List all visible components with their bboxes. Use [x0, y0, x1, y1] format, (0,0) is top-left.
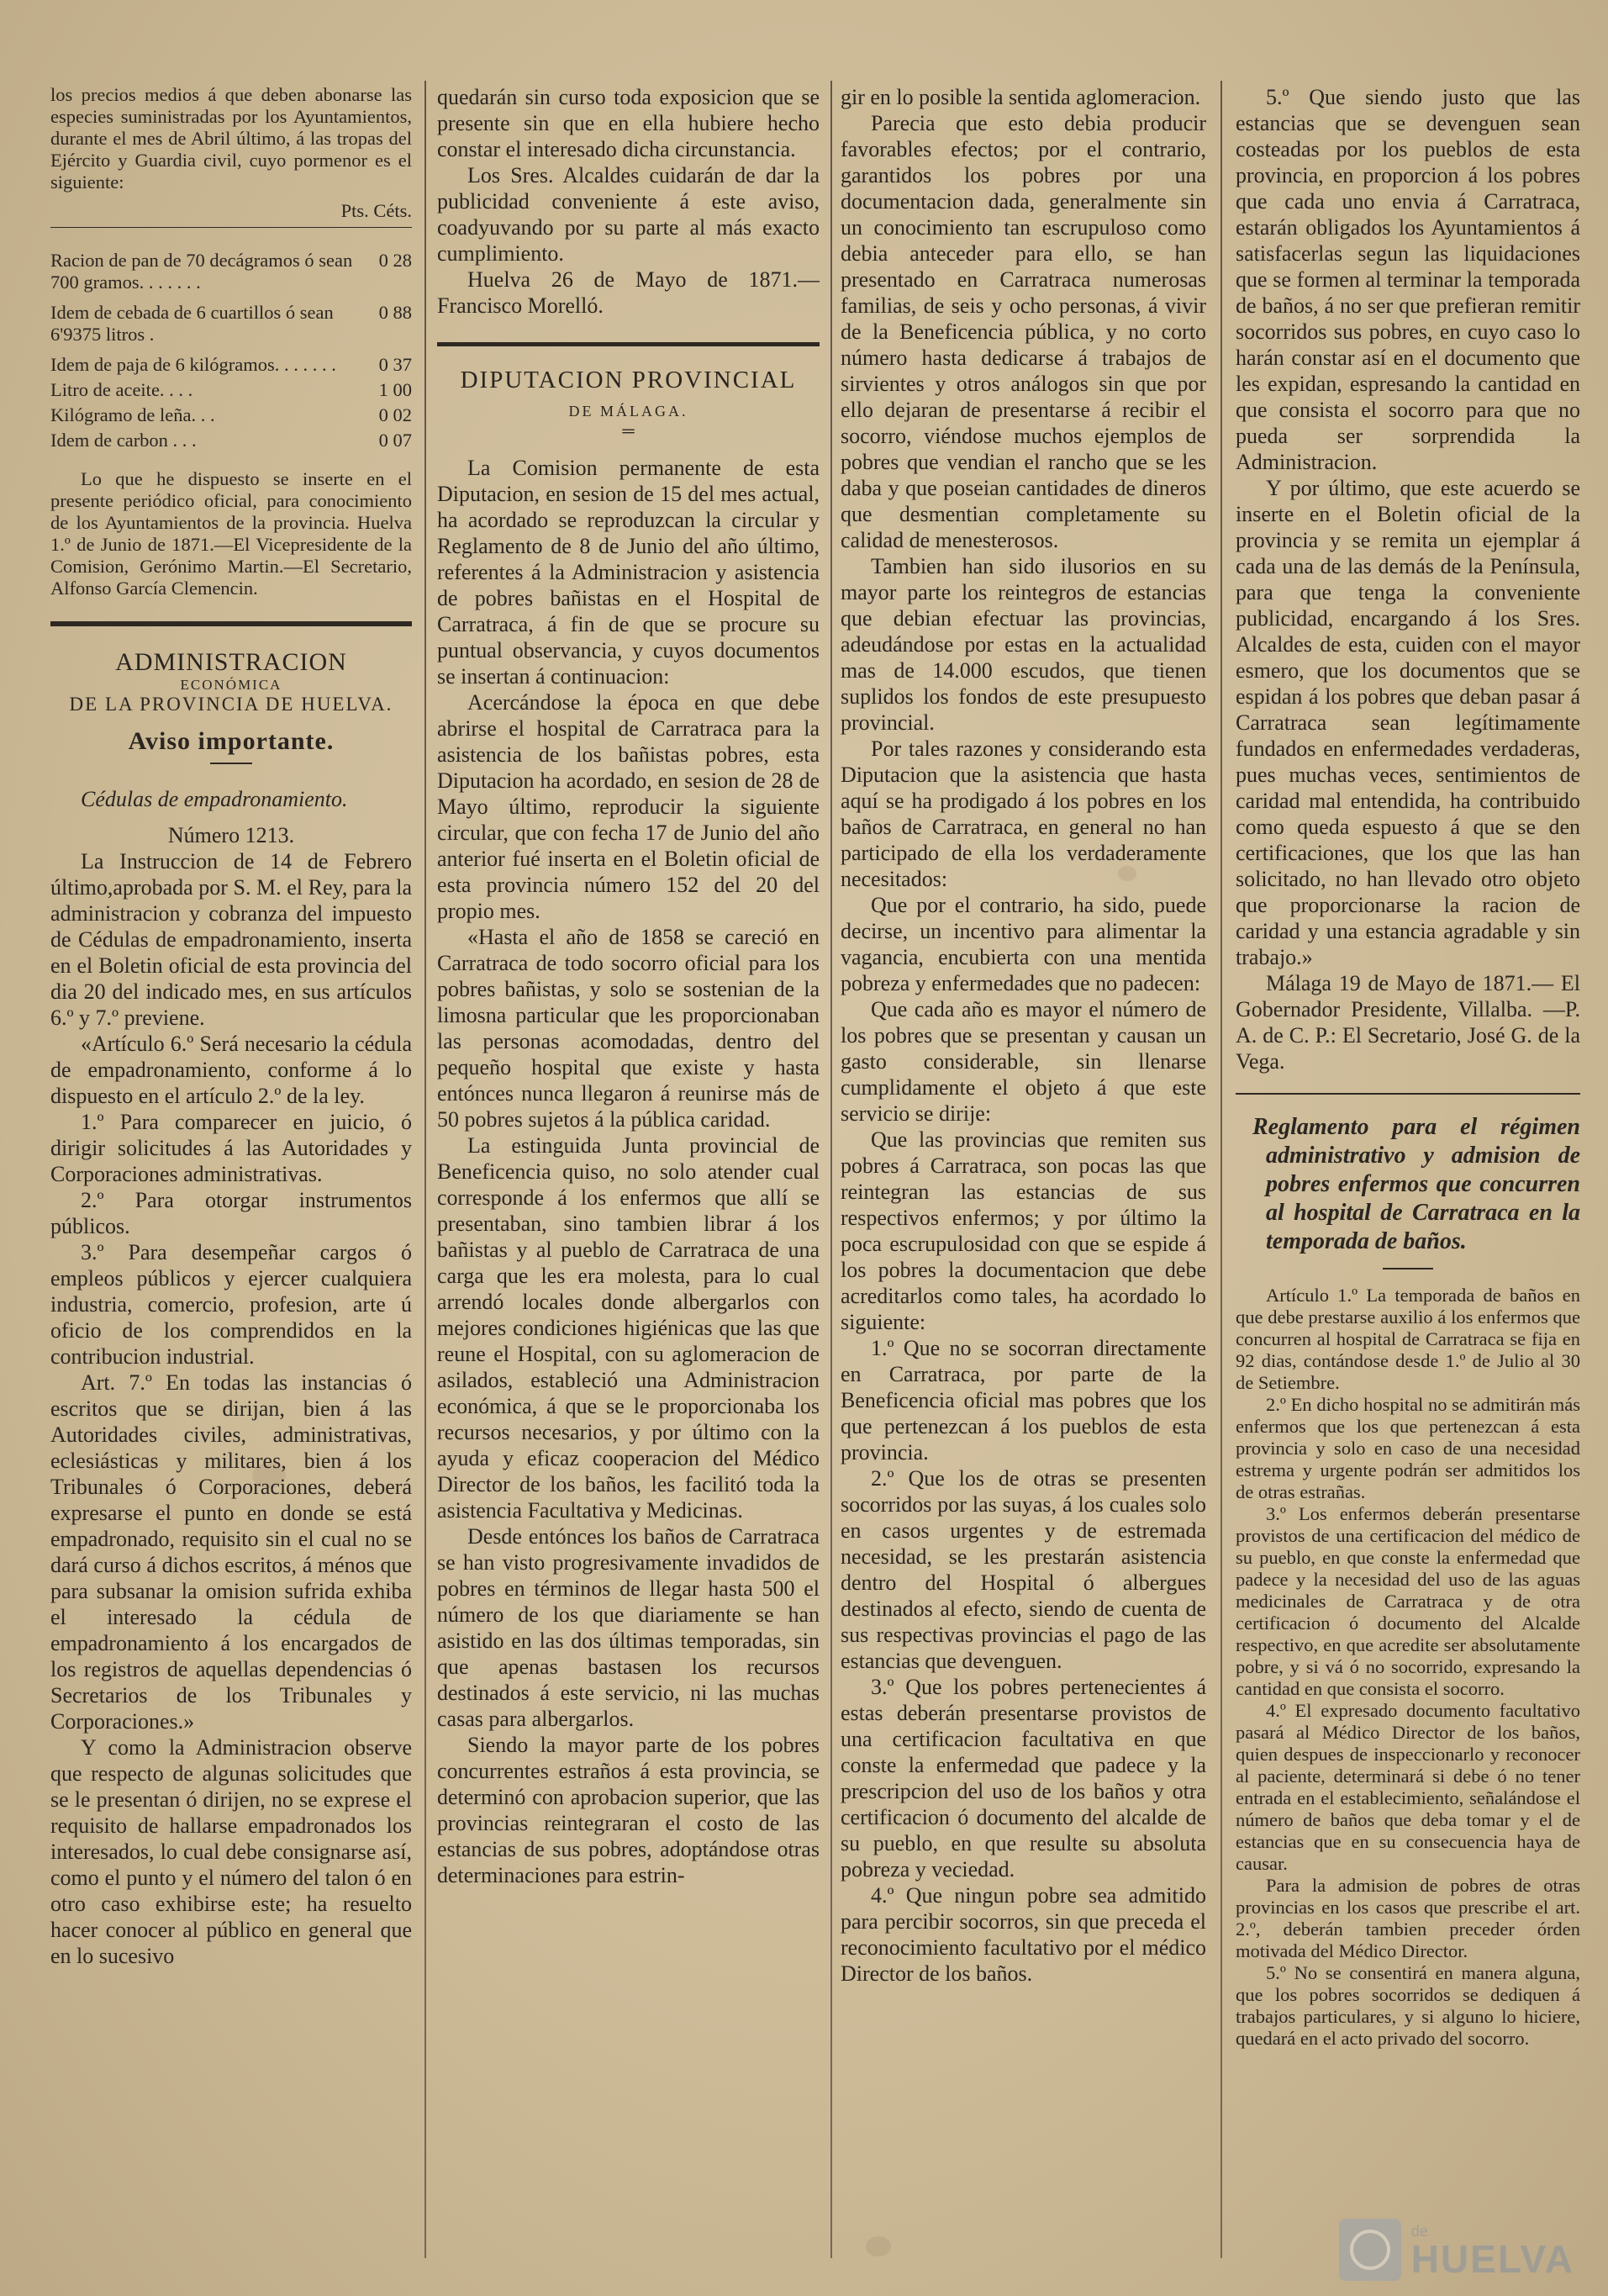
paragraph: La estinguida Junta provincial de Beneficencia quiso, no solo atender cual corresponde á los enfermos que allí se presentaban, sino tambien librar á los bañistas y al pueblo de Carratraca de una carga que les era molesta, para lo cual arrendó locales donde albergarlos con mejores condiciones higiénicas que las que reune el Hospital, con su aglomeracion de asilados, estableció una Administracion económica, á que se le proporcionaba los recursos necesarios, y por último con la ayuda y eficaz cooperacion del Médico Director de los baños, les facilitó toda la asistencia Facultativa y Medicinas.: [437, 1133, 820, 1523]
dash-rule: [1383, 1268, 1433, 1269]
admin-subtitle: ECONÓMICA: [180, 677, 282, 693]
admin-title: ADMINISTRACION: [115, 648, 347, 676]
watermark-line1: de: [1410, 2222, 1428, 2240]
price-table: [50, 250, 412, 451]
paragraph: Parecia que esto debia producir favorables efectos; por el contrario, garantidos los pobres por una documentacion dada, generalmente sin un conocimiento tan escrupuloso como debia anteceder para ello, se han presentado en Carratraca numerosas familias, de seis y ocho personas, á vivir de la Beneficencia pública, y no corto número hasta dedicarse á trabajos de sirvientes y otros análogos sin que por ello dejaran de presentarse á recibir el socorro, viéndose muchos ejemplos de pobres que vendian el rancho que se les daba y que poseian cantidades de dineros que desmentian completamente su calidad de menesterosos.: [841, 111, 1206, 552]
paragraph: 3.º Que los pobres pertenecientes á estas deberán presentarse provistos de una certificacion facultativa en que conste la enfermedad que padece y la prescripcion del uso de los baños y otra certificacion ó documento del alcalde de su pueblo, en que resulte su absoluta pobreza y veciedad.: [841, 1675, 1206, 1882]
price-value: 0 02: [378, 404, 412, 425]
article: 2.º En dicho hospital no se admitirán más enfermos que los que pertenezcan á esta provincia y solo en caso de una necesidad estrema y urgente podrán ser admitidos los de otras estrañas.: [1236, 1394, 1580, 1502]
signature: Huelva 26 de Mayo de 1871.— Francisco Morelló.: [437, 267, 820, 318]
paragraph: Por tales razones y considerando esta Diputacion que la asistencia que hasta aquí se ha prodigado á los pobres en los baños de Carratraca, en general no han participado de ella los verdaderamente necesitados:: [841, 736, 1206, 891]
numero-text: Número 1213.: [167, 823, 295, 847]
column-4: [1236, 84, 1580, 2281]
watermark-line2: HUELVA: [1410, 2236, 1574, 2281]
price-row: [50, 250, 412, 293]
paragraph: 5.º Que siendo justo que las estancias que se devenguen sean costeadas por los pueblos de esta provincia, en proporcion á los pobres que cada uno envia á Carratraca, estarán obligados los Ayuntamientos á satisfacerlas segun las liquidaciones que se formen al terminar la temporada de baños, á no ser que prefieran remitir socorridos sus pobres, en cuyo caso lo harán constar así en el documento que les expidan, espresando la cantidad en que consista el socorro para que no pueda ser sorprendida la Administracion.: [1236, 85, 1580, 474]
column-rule: [830, 81, 832, 2258]
paragraph: Que cada año es mayor el número de los pobres que se presentan y causan un gasto considerable, sin llenarse cumplidamente el objeto á que este servicio se dirije:: [841, 997, 1206, 1126]
price-label: Kilógramo de leña. . .: [50, 404, 215, 425]
section-rule: [1236, 1093, 1580, 1095]
price-row: [50, 302, 412, 346]
paragraph: Acercándose la época en que debe abrirse el hospital de Carratraca para la asistencia de los bañistas pobres, esta Diputacion ha acordado, en sesion de 28 de Mayo último, reproducir la siguiente circular, que con fecha 17 de Junio del año anterior fué inserta en el Boletin oficial de esta provincia número 152 del 20 del propio mes.: [437, 690, 820, 923]
price-label: Litro de aceite. . . .: [50, 379, 193, 400]
paragraph: 1.º Que no se socorran directamente en Carratraca, por parte de la Beneficencia oficial mas pobres que los que pertenezcan á los pueblos de esta provincia.: [841, 1336, 1206, 1465]
price-value: 0 88: [378, 302, 412, 323]
price-row: [50, 354, 412, 376]
section-rule: [50, 621, 412, 626]
paragraph: Y por último, que este acuerdo se inserte en el Boletin oficial de la provincia y se remita un ejemplar á cada una de las demás de la Península, para que tenga la conveniente publicidad, encargando á los Sres. Alcaldes de esta, cuiden con el mayor esmero, que los documentos que se espidan á los pobres que deban pasar á Carratraca sean legítimamente fundados en enfermedades verdaderas, pues muchas veces, sentimientos de caridad mal entendida, ha contribuido como queda espuesto á que se den certificaciones, que los que las han solicitado, no han llevado otro objeto que proporcionarse la racion de caridad y una estancia agradable y sin trabajo.»: [1236, 476, 1580, 969]
article: Artículo 1.º La temporada de baños en que debe prestarse auxilio á los enfermos que concurren al hospital de Carratraca se fija en 92 dias, contándose desde 1.º de Julio al 30 de Setiembre.: [1236, 1285, 1580, 1393]
intro-text: los precios medios á que deben abonarse las especies suministradas por los Ayuntamientos, durante el mes de Abril último, á las tropas del Ejército y Guardia civil, cuyo pormenor es el siguiente:: [50, 84, 412, 193]
signature: Málaga 19 de Mayo de 1871.— El Gobernador Presidente, Villalba. —P. A. de C. P.: El Secretario, José G. de la Vega.: [1236, 971, 1580, 1074]
paragraph: 2.º Para otorgar instrumentos públicos.: [50, 1188, 412, 1238]
separator-mark: ═: [622, 422, 635, 441]
closing-text: Lo que he dispuesto se inserte en el presente periódico oficial, para conocimiento de los Ayuntamientos de la provincia. Huelva 1.º de Junio de 1871.—El Vicepresidente de la Comision, Gerónimo Martin.—El Secretario, Alfonso García Clemencin.: [50, 468, 412, 599]
aviso-title: Aviso importante.: [128, 727, 335, 755]
price-row: [50, 379, 412, 401]
paragraph: «Hasta el año de 1858 se careció en Carratraca de todo socorro oficial para los pobres bañistas, y solo se sostenian de la limosna particular que les proporcionaban las personas acomodadas, dentro del pequeño hospital que existe y hasta entónces nunca llegaron á reunirse más de 50 pobres sujetos á la pública caridad.: [437, 925, 820, 1132]
column-rule: [1220, 81, 1222, 2258]
price-value: 0 28: [378, 250, 412, 271]
paragraph: «Artículo 6.º Será necesario la cédula de empadronamiento, conforme á lo dispuesto en el artículo 2.º de la ley.: [50, 1032, 412, 1108]
price-row: [50, 430, 412, 451]
paragraph: gir en lo posible la sentida aglomeracion.: [841, 85, 1201, 109]
paragraph: quedarán sin curso toda exposicion que se presente sin que en ella hubiere hecho constar el interesado dicha circunstancia.: [437, 85, 820, 161]
paragraph: Que por el contrario, ha sido, puede decirse, un incentivo para alimentar la vagancia, encubierta con una mentida pobreza y enfermedades que no padecen:: [841, 893, 1206, 995]
dash-rule: [210, 763, 252, 764]
paragraph: 4.º Que ningun pobre sea admitido para percibir socorros, sin que preceda el reconocimiento facultativo por el médico Director de los baños.: [841, 1883, 1206, 1986]
column-3: [841, 84, 1206, 2278]
admin-province: DE LA PROVINCIA DE HUELVA.: [69, 694, 393, 715]
column-rule: [424, 81, 426, 2258]
shield-logo-icon: [1339, 2219, 1401, 2281]
paragraph: 2.º Que los de otras se presenten socorridos por las suyas, á los cuales solo en casos urgentes y de estremada necesidad, se les prestarán asistencia dentro del Hospital ó albergues destinados al efecto, siendo de cuenta de sus respectivas provincias el pago de las estancias que devenguen.: [841, 1466, 1206, 1673]
article: 5.º No se consentirá en manera alguna, que los pobres socorridos se dediquen á trabajos particulares, y si alguno lo hiciere, quedará en el acto privado del socorro.: [1236, 1962, 1580, 2049]
paragraph: Art. 7.º En todas las instancias ó escritos que se dirijan, bien á las Autoridades civiles, administrativas, eclesiásticas y militares, bien á los Tribunales ó Corporaciones, deberá expresarse el punto en donde se está empadronado, requisito sin el cual no se dará curso á dichos escritos, á ménos que para subsanar la omision sufrida exhiba el interesado la cédula de empadronamiento á los encargados de los registros de aquellas dependencias ó Secretarios de los Tribunales y Corporaciones.»: [50, 1370, 412, 1734]
cedulas-heading: Cédulas de empadronamiento.: [81, 787, 348, 811]
paragraph: 1.º Para comparecer en juicio, ó dirigir solicitudes á las Autoridades y Corporaciones administrativas.: [50, 1110, 412, 1186]
price-header: Pts. Céts.: [340, 200, 412, 221]
article: 4.º El expresado documento facultativo pasará al Médico Director de los baños, quien despues de inspeccionarlo y reconocer al paciente, determinará si debe ó no tener entrada en el establecimiento, señalándose el número de baños que deba tomar y el de estancias que en su consecuencia haya de causar.: [1236, 1700, 1580, 1874]
price-row: [50, 404, 412, 426]
price-value: 0 07: [378, 430, 412, 451]
paragraph: Que las provincias que remiten sus pobres á Carratraca, son pocas las que reintegran las estancias de sus respectivos enfermos; y por último la poca escrupulosidad con que se espide á los pobres la documentacion que debe acreditarlos como tales, ha acordado lo siguiente:: [841, 1127, 1206, 1334]
archive-watermark: [1339, 2219, 1574, 2281]
paragraph: Y como la Administracion observe que respecto de algunas solicitudes que se le presentan ó dirijen, no se exprese el requisito de hallarse empadronados los interesados, lo cual debe consignarse así, como el punto y el número del talon ó en otro caso exhibirse este; ha resuelto hacer conocer al público en general que en lo sucesivo: [50, 1735, 412, 1968]
price-label: Idem de carbon . . .: [50, 430, 197, 451]
price-label: Racion de pan de 70 decágramos ó sean 700 gramos. . . . . . .: [50, 250, 353, 293]
paragraph: La Instruccion de 14 de Febrero último,aprobada por S. M. el Rey, para la administracion y cobranza del impuesto de Cédulas de empadronamiento, inserta en el Boletin oficial de esta provincia del dia 20 del indicado mes, en sus artículos 6.º y 7.º previene.: [50, 849, 412, 1030]
paragraph: La Comision permanente de esta Diputacion, en sesion de 15 del mes actual, ha acordado se reproduzcan la circular y Reglamento de 8 de Junio del año último, referentes á la Administracion y asistencia de pobres bañistas en el Hospital de Carratraca, á fin de que se procure su puntual observancia, y cuyos documentos se insertan á continuacion:: [437, 456, 820, 689]
price-value: 1 00: [378, 379, 412, 400]
paragraph: Siendo la mayor parte de los pobres concurrentes estraños á esta provincia, se determinó con aprobacion superior, que las provincias reintegraran el costo de las estancias de sus pobres, adoptándose otras determinaciones para estrin-: [437, 1733, 820, 1887]
diputacion-title: DIPUTACION PROVINCIAL: [460, 367, 797, 393]
header-rule: [50, 227, 412, 228]
paragraph: 3.º Para desempeñar cargos ó empleos públicos y ejercer cualquiera industria, comercio, profesion, arte ú oficio de los comprendidos en la contribucion industrial.: [50, 1240, 412, 1369]
paragraph: Los Sres. Alcaldes cuidarán de dar la publicidad conveniente á este aviso, coadyuvando por su parte al más exacto cumplimiento.: [437, 163, 820, 266]
article: 3.º Los enfermos deberán presentarse provistos de una certificacion del médico de su pueblo, en que conste la enfermedad que padece y la necesidad del uso de las aguas medicinales de Carratraca y de otra certificacion ó documento del Alcalde respectivo, en que acredite ser absolutamente pobre, y si vá ó no socorrido, expresando la cantidad en que consista el socorro.: [1236, 1503, 1580, 1699]
column-1: [50, 84, 412, 2278]
diputacion-subtitle: DE MÁLAGA.: [568, 403, 688, 420]
price-value: 0 37: [378, 354, 412, 375]
reglamento-heading: Reglamento para el régimen administrativo y admision de pobres enfermos que concurren al hospital de Carratraca en la temporada de baños.: [1252, 1114, 1580, 1254]
paragraph: Desde entónces los baños de Carratraca se han visto progresivamente invadidos de pobres en términos de llegar hasta 500 el número de los que diariamente se han asistido en las dos últimas temporadas, sin que apenas bastasen los recursos destinados á este servicio, ni las muchas casas para albergarlos.: [437, 1524, 820, 1731]
section-rule: [437, 342, 820, 346]
article: Para la admision de pobres de otras provincias en los casos que prescribe el art. 2.º, deberán tambien preceder órden motivada del Médico Director.: [1236, 1875, 1580, 1961]
paragraph: Tambien han sido ilusorios en su mayor parte los reintegros de estancias que debian efectuar las provincias, adeudándose por estas en la actualidad mas de 14.000 escudos, que tienen suplidos los fondos de este presupuesto provincial.: [841, 554, 1206, 735]
column-2: [437, 84, 820, 2278]
price-label: Idem de cebada de 6 cuartillos ó sean 6'9375 litros .: [50, 302, 334, 345]
price-label: Idem de paja de 6 kilógramos. . . . . . .: [50, 354, 336, 375]
